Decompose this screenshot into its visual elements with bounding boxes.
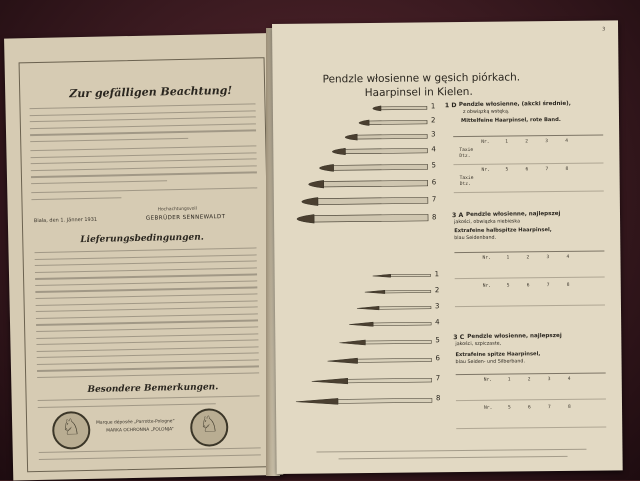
col-header: Nr.	[481, 139, 490, 145]
page-number: 3	[602, 26, 606, 33]
col-header: 3	[547, 377, 551, 383]
signoff-label: Hochachtungsvoll	[157, 206, 197, 213]
section-d-code: 1 D	[444, 102, 457, 110]
right-page	[272, 20, 623, 474]
col-header: 6	[525, 167, 529, 173]
table-rule	[453, 163, 603, 166]
col-header: Nr.	[483, 377, 493, 383]
table-rule	[456, 427, 606, 430]
col-header: 2	[527, 377, 531, 383]
col-header: Nr.	[481, 167, 490, 173]
section-c-name-polish: Pendzle włosienne, najlepszej	[467, 332, 562, 340]
table-rule	[453, 135, 603, 138]
table-rule	[456, 373, 606, 376]
size-label: 4	[431, 145, 436, 154]
section-a-name-german: Extrafeine halbspitze Haarpinsel,	[454, 227, 552, 235]
col-header: 2	[526, 255, 530, 261]
brush-1d-1	[373, 105, 427, 111]
section-c-name-german: Extrafeine spitze Haarpinsel,	[455, 351, 541, 359]
row-label: Dtz.	[459, 181, 471, 188]
notes-heading: Besondere Bemerkungen.	[87, 382, 219, 395]
size-label: 6	[435, 354, 441, 363]
brush-set-1d-illustration	[273, 100, 454, 242]
signature: GEBRÜDER SENNEWALDT	[145, 214, 226, 222]
table-rule	[455, 277, 605, 280]
row-label: Taxie	[459, 175, 474, 182]
col-header: 7	[548, 405, 551, 411]
col-header: 1	[507, 377, 511, 383]
intro-text-block	[30, 103, 257, 147]
brush-set-3c-illustration	[275, 268, 447, 430]
col-header: Nr.	[484, 405, 493, 411]
right-footer-text	[316, 449, 586, 465]
brush-1d-6	[309, 179, 428, 188]
col-header: 8	[565, 166, 569, 172]
brush-3c-1	[373, 274, 431, 278]
section-d-name-german: Mittelfeine Haarpinsel, rote Band.	[460, 116, 561, 125]
section-d-desc-polish: z obwiązką wstęką.	[462, 109, 510, 116]
col-header: 5	[505, 167, 509, 173]
col-header: 1	[506, 255, 510, 261]
brush-3c-5	[339, 339, 431, 345]
title-german: Haarpinsel in Kielen.	[364, 85, 473, 100]
section-c-name-polish-2: jakości, szpiczaste,	[455, 341, 502, 348]
terms-heading: Lieferungsbedingungen.	[80, 232, 204, 246]
brush-1d-2	[359, 119, 427, 125]
title-polish: Pendzle włosienne w gęsich piórkach.	[322, 71, 521, 86]
section-a-name-german-2: blau Seidenband.	[454, 235, 497, 242]
table-rule	[456, 399, 606, 402]
col-header: 6	[528, 405, 531, 411]
col-header: 2	[525, 139, 529, 145]
terms-list	[35, 247, 260, 383]
table-rule	[454, 251, 604, 254]
heading-attention: Zur gefälligen Beachtung!	[69, 83, 233, 101]
section-a-name-polish: Pendzle włosienne, najlepszej	[465, 210, 561, 218]
trademark-sub: MARKA OCHRONNA „POLONJA“	[106, 427, 174, 434]
col-header: 8	[566, 282, 570, 288]
size-label: 3	[431, 130, 436, 139]
col-header: 4	[565, 138, 569, 144]
section-a-name-polish-2: jakości, obwiązka niebieska	[454, 219, 521, 226]
trademark-label: Marque déposée „Parrotte-Pologne“	[96, 419, 175, 426]
brush-3c-8	[296, 397, 432, 404]
section-a-code: 3 A	[451, 212, 464, 220]
col-header: 8	[568, 404, 571, 410]
brush-1d-7	[302, 196, 428, 205]
size-label: 5	[431, 161, 436, 170]
size-label: 1	[434, 270, 440, 279]
row-label: Taxie	[459, 147, 474, 154]
intro-text-block-2	[30, 145, 257, 189]
brush-3c-6	[328, 357, 432, 363]
size-label: 2	[434, 286, 440, 295]
size-label: 4	[435, 318, 440, 327]
size-label: 7	[431, 195, 437, 204]
size-label: 7	[435, 374, 441, 383]
brush-1d-3	[345, 133, 427, 140]
col-header: 5	[508, 405, 511, 411]
size-label: 6	[431, 178, 437, 187]
col-header: 7	[546, 283, 550, 289]
table-rule	[455, 305, 605, 308]
left-page	[4, 33, 283, 481]
col-header: 7	[545, 167, 549, 173]
col-header: Nr.	[482, 283, 492, 289]
col-header: 1	[505, 139, 509, 145]
date-line: Biala, den 1. Jänner 1931	[33, 216, 98, 225]
size-label: 8	[435, 394, 441, 403]
col-header: 3	[545, 139, 549, 145]
col-header: Nr.	[482, 255, 491, 261]
size-label: 5	[435, 336, 440, 345]
size-label: 3	[434, 302, 440, 311]
brush-3c-4	[349, 322, 431, 327]
section-c-name-german-2: blau Seiden- und Silberband.	[455, 359, 526, 366]
brush-3c-2	[365, 290, 431, 294]
size-label: 1	[430, 102, 436, 111]
col-header: 5	[506, 283, 510, 289]
size-label: 2	[430, 116, 436, 125]
col-header: 4	[566, 254, 570, 260]
row-label: Dtz.	[459, 153, 471, 160]
col-header: 3	[546, 255, 550, 261]
brush-1d-4	[332, 147, 427, 154]
section-d-name-polish: Pendzle włosienne, (akcki średnie),	[458, 100, 571, 109]
brush-3c-3	[357, 306, 431, 310]
brush-1d-8	[297, 213, 428, 223]
brush-3c-7	[312, 377, 432, 384]
col-header: 4	[567, 376, 571, 382]
brush-1d-5	[319, 163, 427, 171]
col-header: 6	[526, 283, 530, 289]
size-label: 8	[431, 213, 437, 222]
section-c-code: 3 C	[453, 334, 465, 342]
table-rule	[454, 191, 604, 194]
